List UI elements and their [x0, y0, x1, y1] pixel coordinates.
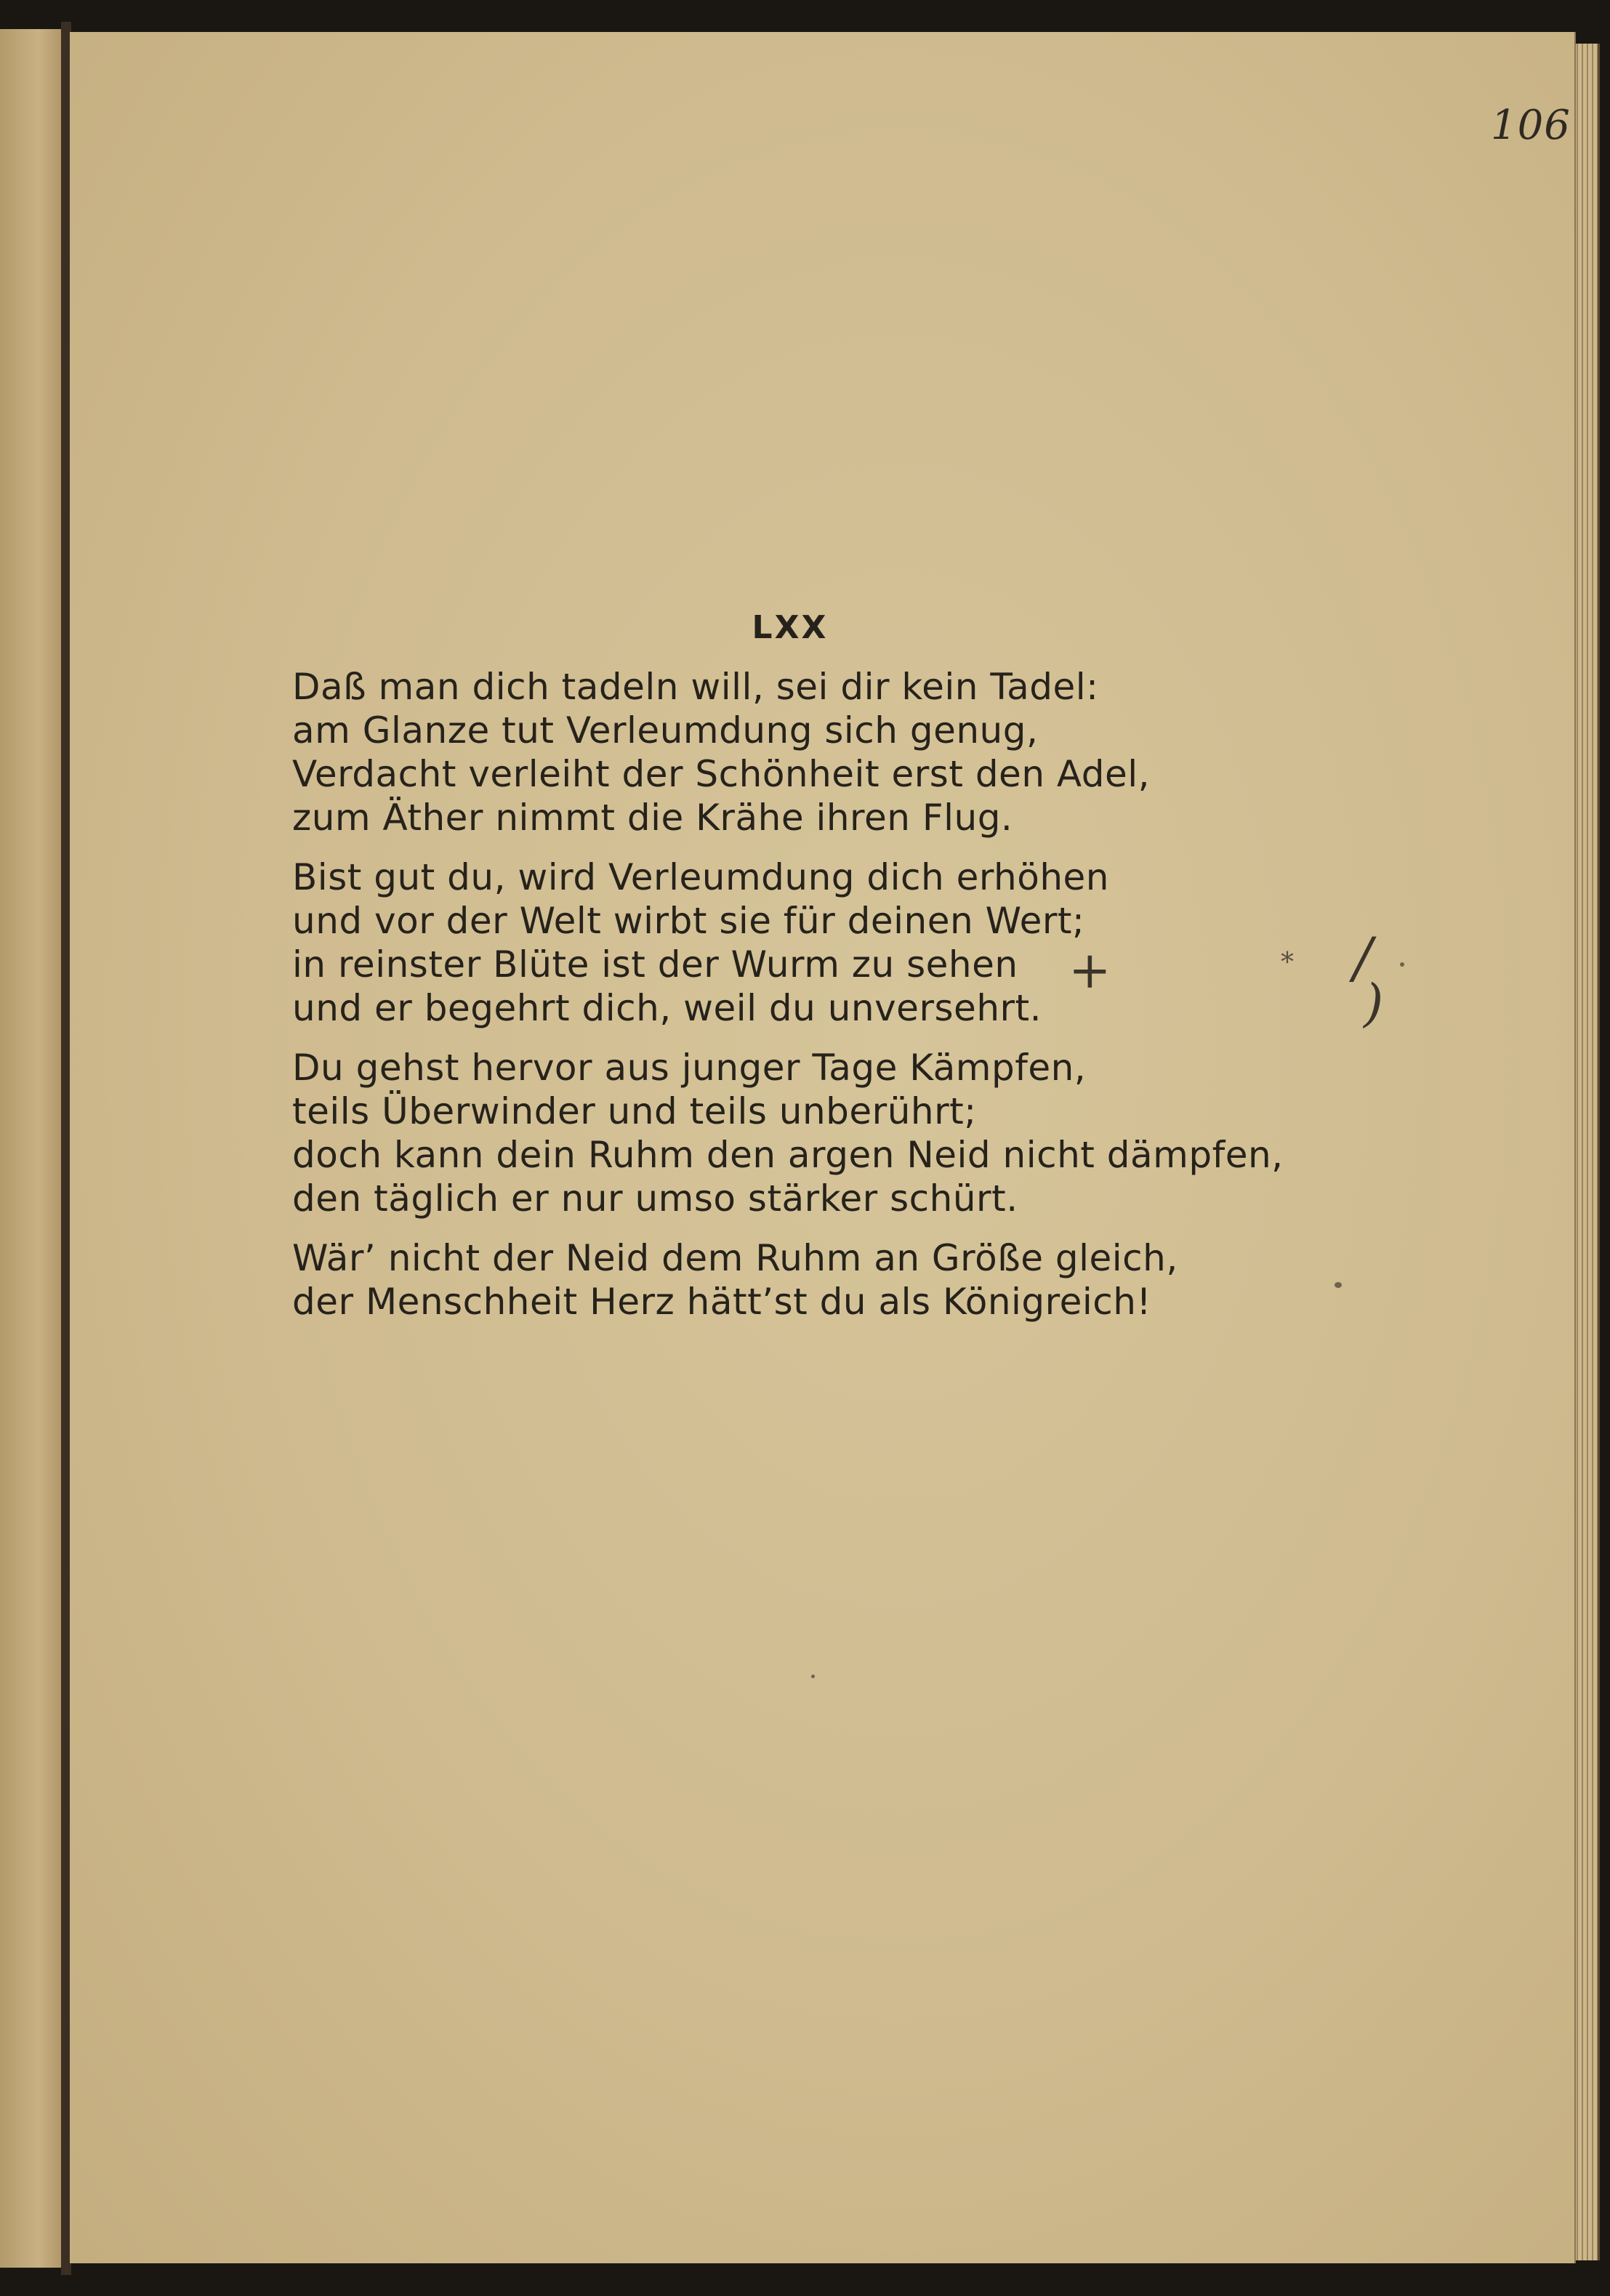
verse-line: in reinster Blüte ist der Wurm zu sehen	[292, 943, 1018, 986]
paper-speck	[811, 1675, 815, 1678]
paper-speck	[1400, 962, 1404, 967]
verse-line: am Glanze tut Verleumdung sich genug,	[292, 709, 1039, 752]
poem-title: LXX	[752, 609, 829, 646]
verse-line: zum Äther nimmt die Krähe ihren Flug.	[292, 797, 1013, 839]
verse-line: Wär’ nicht der Neid dem Ruhm an Größe gleich,	[292, 1237, 1178, 1279]
verse-line: Verdacht verleiht der Schönheit erst den Adel,	[292, 753, 1151, 795]
stanza-1	[292, 665, 1324, 839]
verse-line: Daß man dich tadeln will, sei dir kein Tadel:	[292, 666, 1099, 708]
verse-line: und er begehrt dich, weil du unversehrt.	[292, 987, 1042, 1029]
stanza-4	[292, 1236, 1324, 1324]
paper-speck	[1335, 1282, 1342, 1288]
stanza-3	[292, 1046, 1324, 1220]
pencil-slash-mark: /	[1353, 925, 1372, 990]
page-number: 106	[1491, 102, 1571, 149]
verse-line: der Menschheit Herz hätt’st du als Königreich!	[292, 1281, 1151, 1323]
verse-line: Bist gut du, wird Verleumdung dich erhöhen	[292, 856, 1109, 898]
verse-line: Du gehst hervor aus junger Tage Kämpfen,	[292, 1047, 1087, 1089]
verse-line: teils Überwinder und teils unberührt;	[292, 1090, 977, 1132]
poem	[292, 609, 1324, 1340]
pencil-cross-mark: +	[1068, 940, 1111, 1000]
pencil-paren-mark: )	[1364, 973, 1384, 1033]
stanza-2	[292, 855, 1324, 1030]
pencil-star-mark: *	[1281, 948, 1294, 978]
verse-line: den täglich er nur umso stärker schürt.	[292, 1177, 1018, 1220]
verse-line: und vor der Welt wirbt sie für deinen Wert;	[292, 900, 1085, 942]
previous-page-edge	[0, 29, 70, 2268]
verse-line: doch kann dein Ruhm den argen Neid nicht dämpfen,	[292, 1134, 1284, 1176]
